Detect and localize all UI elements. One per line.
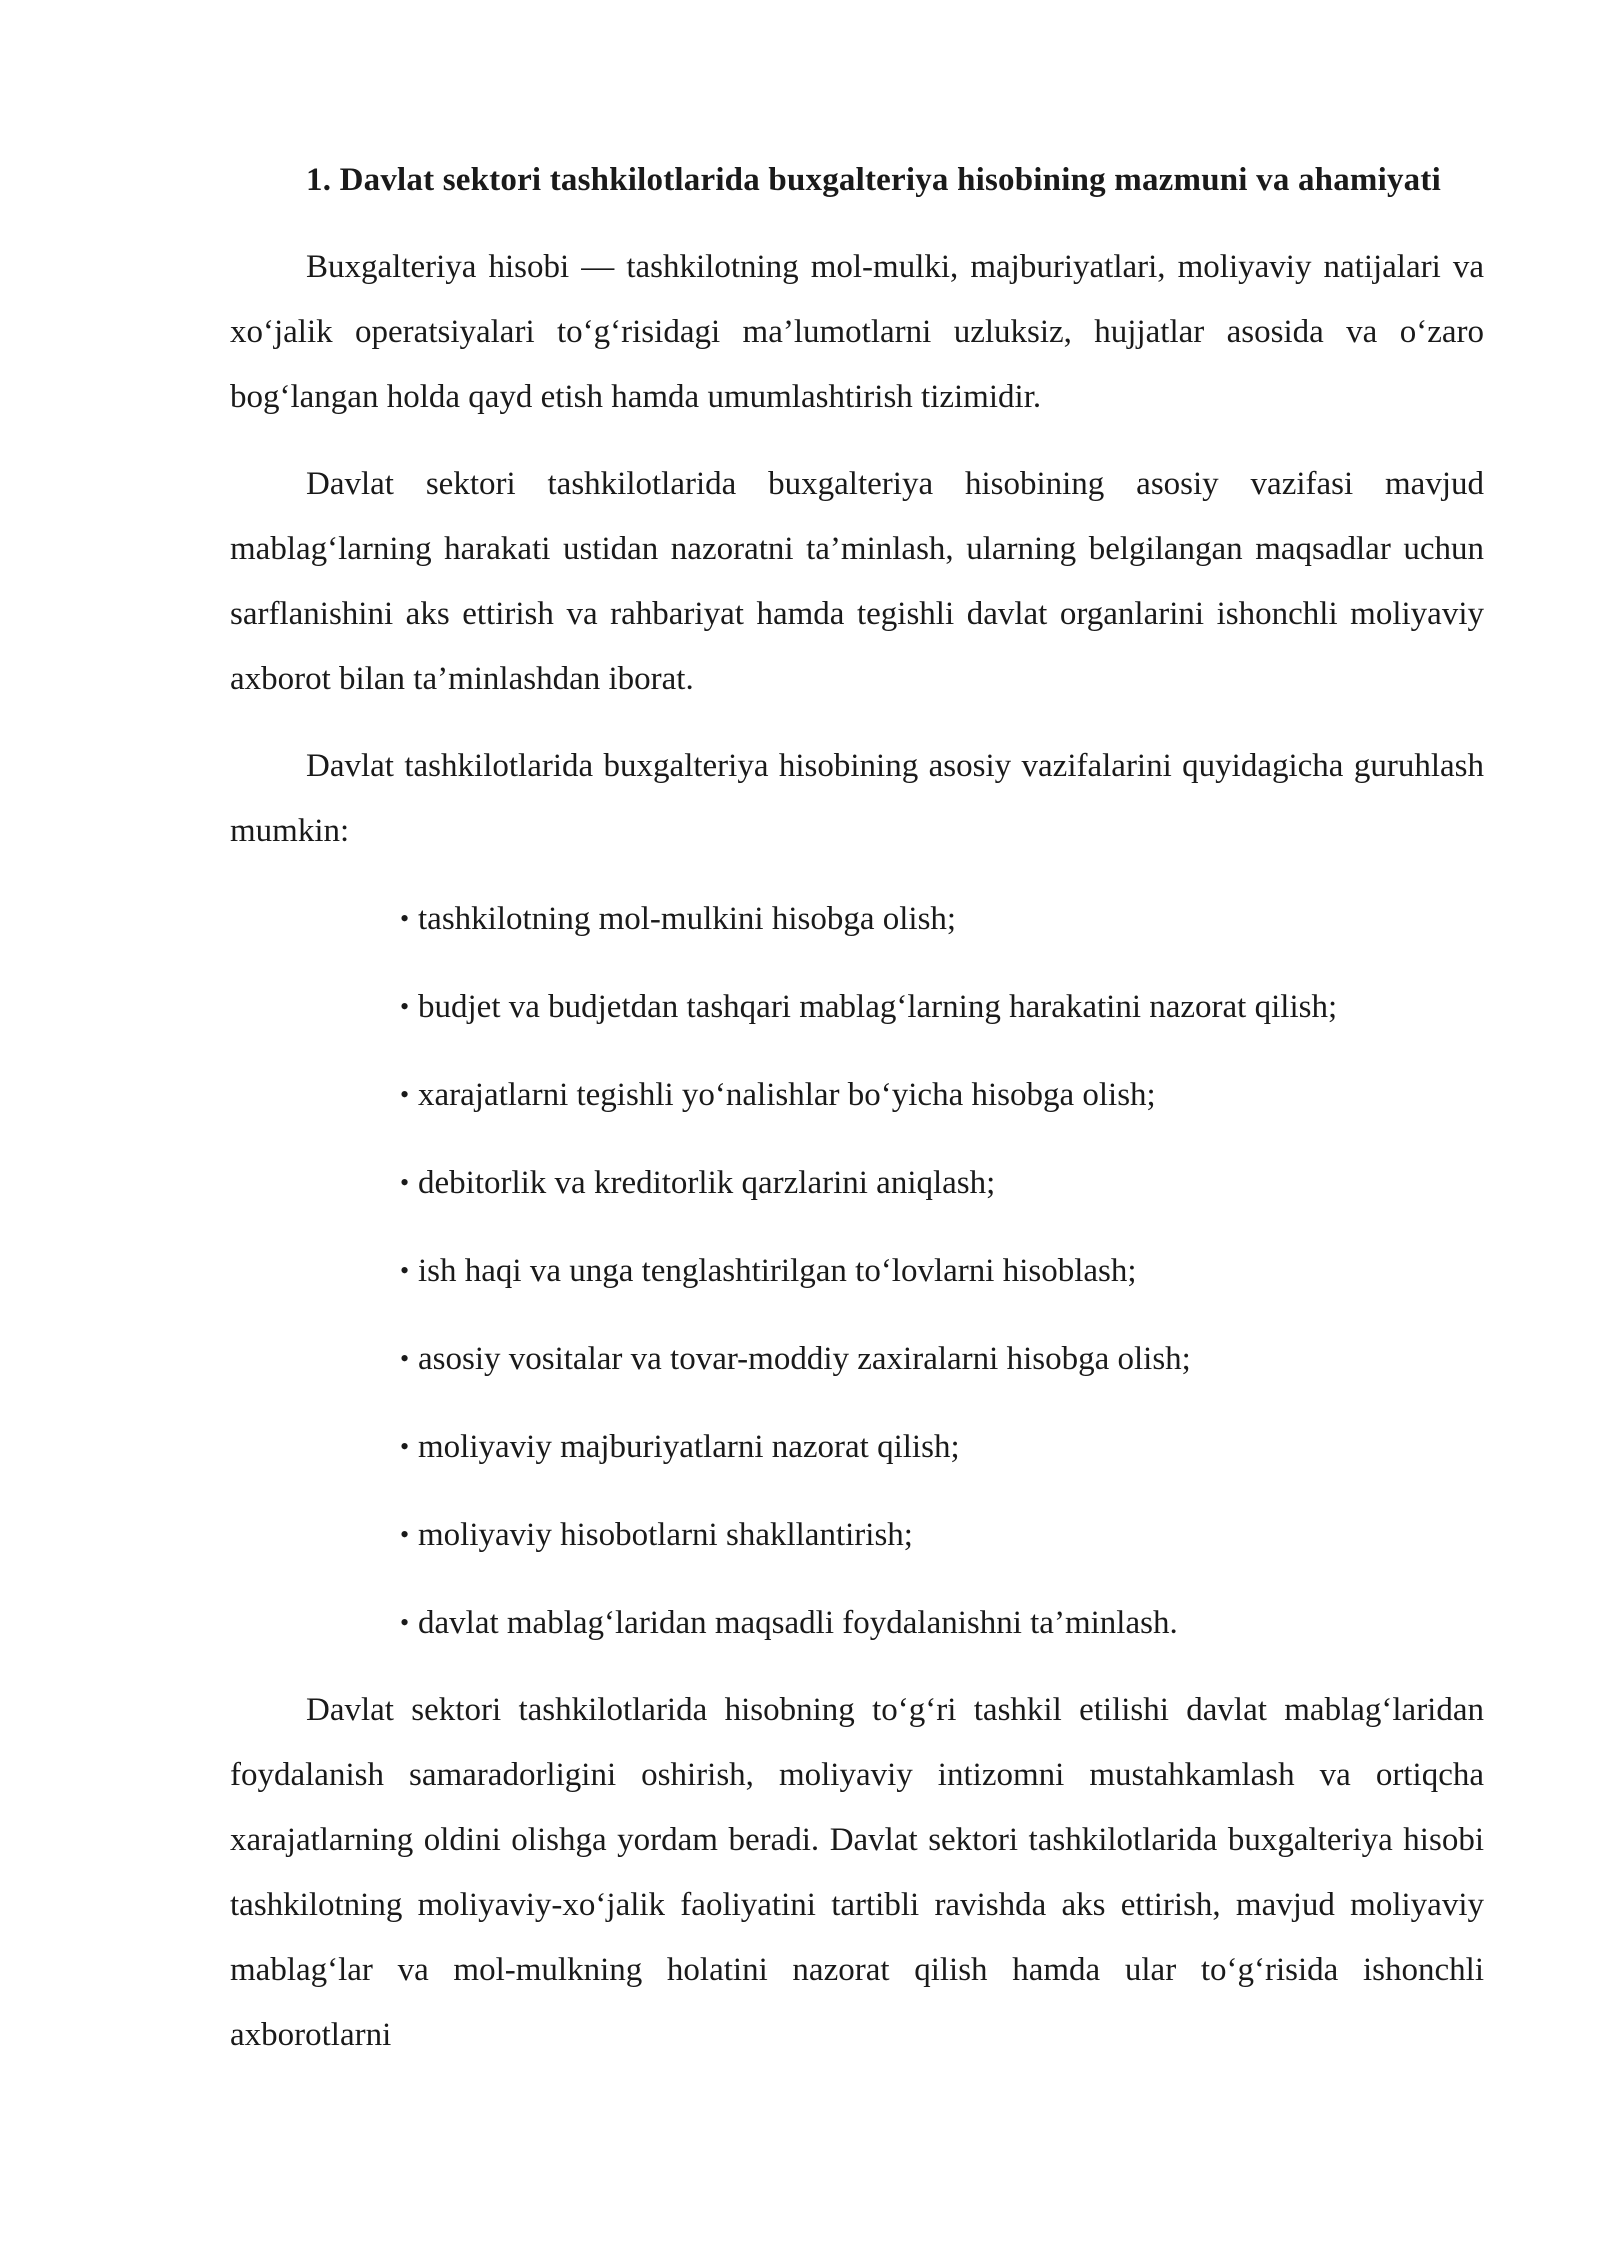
bullet-icon: • [400, 1432, 410, 1461]
list-item [400, 974, 1484, 1040]
list-item [400, 1326, 1484, 1392]
list-item-text: xarajatlarni tegishli yo‘nalishlar bo‘yicha hisobga olish; [418, 1077, 1156, 1113]
bullet-icon: • [400, 1608, 410, 1637]
bullet-icon: • [400, 1080, 410, 1109]
list-item [400, 1414, 1484, 1480]
list-item-text: tashkilotning mol-mulkini hisobga olish; [418, 901, 957, 937]
bullet-icon: • [400, 1168, 410, 1197]
paragraph-list-intro: Davlat tashkilotlarida buxgalteriya hisobining asosiy vazifalarini quyidagicha guruhlash mumkin: [230, 748, 1484, 849]
paragraph-closing: Davlat sektori tashkilotlarida hisobning to‘g‘ri tashkil etilishi davlat mablag‘laridan foydalanish samaradorligini oshirish, moliyaviy intizomni mustahkamlash va ortiqcha xarajatlarning oldini olishga yordam beradi. Davlat sektori tashkilotlarida buxgalteriya hisobi tashkilotning moliyaviy-xo‘jalik faoliyatini tartibli ravishda aks ettirish, mavjud moliyaviy mablag‘lar va mol-mulkning holatini nazorat qilish hamda ular to‘g‘risida ishonchli axborotlarni [230, 1692, 1484, 2053]
list-item-text: ish haqi va unga tenglashtirilgan to‘lovlarni hisoblash; [418, 1253, 1137, 1289]
list-item [400, 1062, 1484, 1128]
list-item [400, 886, 1484, 952]
list-item [400, 1502, 1484, 1568]
list-item-text: moliyaviy majburiyatlarni nazorat qilish; [418, 1429, 960, 1465]
list-item-text: asosiy vositalar va tovar-moddiy zaxiralarni hisobga olish; [418, 1341, 1191, 1377]
paragraph-definition: Buxgalteriya hisobi — tashkilotning mol-mulki, majburiyatlari, moliyaviy natijalari va xo‘jalik operatsiyalari to‘g‘risidagi ma’lumotlarni uzluksiz, hujjatlar asosida va o‘zaro bog‘langan holda qayd etish hamda umumlashtirish tizimidir. [230, 249, 1484, 415]
bullet-icon: • [400, 1520, 410, 1549]
list-item-text: budjet va budjetdan tashqari mablag‘larning harakatini nazorat qilish; [418, 989, 1338, 1025]
list-item [400, 1238, 1484, 1304]
bullet-icon: • [400, 904, 410, 933]
bullet-icon: • [400, 1256, 410, 1285]
list-item-text: davlat mablag‘laridan maqsadli foydalanishni ta’minlash. [418, 1605, 1178, 1641]
paragraph-main-task: Davlat sektori tashkilotlarida buxgalteriya hisobining asosiy vazifasi mavjud mablag‘larning harakati ustidan nazoratni ta’minlash, ularning belgilangan maqsadlar uchun sarflanishini aks ettirish va rahbariyat hamda tegishli davlat organlarini ishonchli moliyaviy axborot bilan ta’minlashdan iborat. [230, 466, 1484, 697]
section-heading: 1. Davlat sektori tashkilotlarida buxgalteriya hisobining mazmuni va ahamiyati [306, 162, 1441, 198]
list-item [400, 1150, 1484, 1216]
list-item-text: moliyaviy hisobotlarni shakllantirish; [418, 1517, 913, 1553]
list-item-text: debitorlik va kreditorlik qarzlarini aniqlash; [418, 1165, 996, 1201]
bullet-icon: • [400, 992, 410, 1021]
list-item [400, 1590, 1484, 1656]
bullet-icon: • [400, 1344, 410, 1373]
tasks-bullet-list [230, 886, 1484, 1656]
